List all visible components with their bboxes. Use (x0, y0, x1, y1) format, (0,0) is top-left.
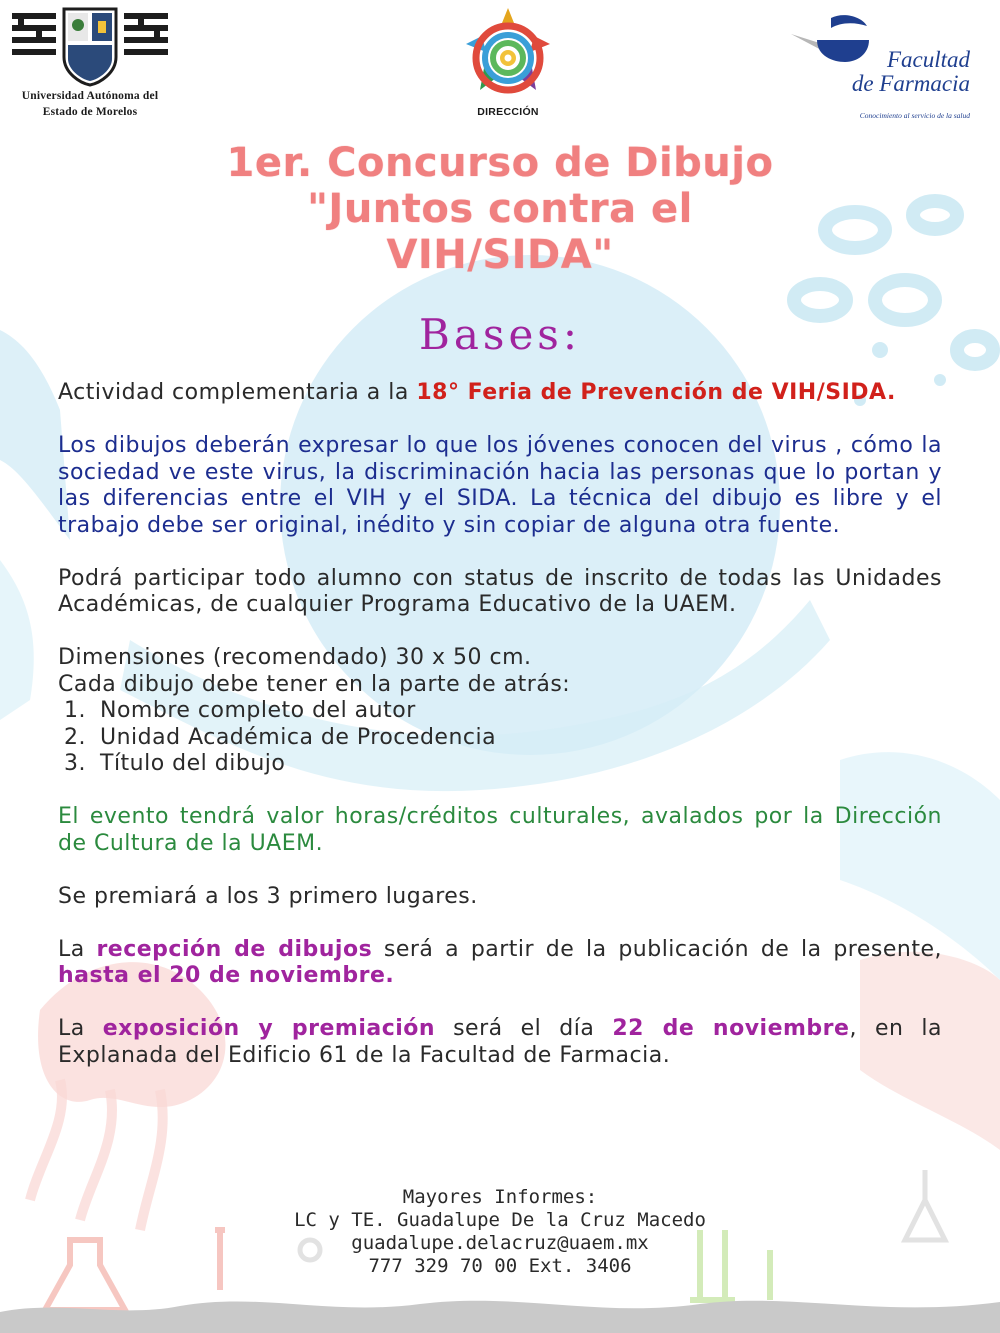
reception-deadline: hasta el 20 de noviembre. (58, 963, 395, 988)
reception-text-a: La (58, 936, 97, 962)
dimensions-line: Dimensiones (recomendado) 30 x 50 cm. (58, 645, 532, 670)
list-item (58, 725, 942, 752)
paragraph-prizes: Se premiará a los 3 primero lugares. (58, 883, 478, 909)
exhibition-text-a: La (58, 1016, 103, 1041)
contact-info (200, 1186, 800, 1278)
facultad-farmacia-logo (785, 10, 980, 125)
exhibition-date: 22 de noviembre (612, 1016, 850, 1041)
exhibition-text-c: , en la Explanada del Edificio 61 de la Facultad de Farmacia. (58, 1016, 943, 1068)
uaem-name-line1: Universidad Autónoma del (21, 90, 159, 102)
list-number: 3. (64, 751, 86, 776)
title-line1: 1er. Concurso de Dibujo (226, 140, 774, 186)
rules-body (58, 380, 942, 1096)
contest-title (150, 140, 850, 278)
title-line2: "Juntos contra el (307, 186, 693, 232)
paragraph-credits: El evento tendrá valor horas/créditos culturales, avalados por la Dirección de Cultura de la UAEM. (58, 804, 942, 856)
uaem-name-line2: Estado de Morelos (42, 106, 138, 118)
title-line3: VIH/SIDA" (386, 232, 614, 278)
facultad-title (852, 48, 970, 96)
intro-text: Actividad complementaria a la (58, 380, 417, 405)
intro-highlight: 18° Feria de Prevención de VIH/SIDA. (416, 380, 896, 405)
bases-heading: Bases: (418, 310, 582, 359)
reception-text-b: será a partir de la publicación de la presente, (372, 936, 942, 962)
requirements-list (58, 698, 942, 778)
paragraph-reception (58, 937, 942, 990)
list-text: Nombre completo del autor (100, 698, 416, 723)
paragraph-description: Los dibujos deberán expresar lo que los jóvenes conocen del virus , cómo la sociedad ve este virus, la discriminación hacia las personas que lo portan y las diferencias entre el VIH y el SIDA. La técnica del dibujo es libre y el trabajo debe ser original, inédito y sin copiar de alguna otra fuente. (58, 433, 942, 538)
paragraph-intro (58, 380, 942, 407)
exhibition-highlight: exposición y premiación (102, 1016, 436, 1041)
list-number: 2. (64, 724, 86, 750)
list-item (58, 698, 942, 725)
contact-email[interactable]: guadalupe.delacruz@uaem.mx (351, 1232, 649, 1254)
list-text: Título del dibujo (100, 751, 286, 776)
paragraph-eligibility: Podrá participar todo alumno con status de inscrito de todas las Unidades Académicas, de cualquier Programa Educativo de la UAEM. (58, 565, 942, 617)
facultad-line2: de Farmacia (851, 71, 970, 96)
facultad-tagline: Conocimiento al servicio de la salud (859, 111, 970, 120)
back-info-line: Cada dibujo debe tener en la parte de atrás: (58, 671, 571, 697)
direccion-logo (452, 6, 564, 120)
uaem-logo (5, 5, 175, 125)
contact-phone: 777 329 70 00 Ext. 3406 (368, 1255, 632, 1277)
direccion-label: DIRECCIÓN (477, 106, 539, 118)
list-number: 1. (64, 698, 86, 723)
list-item (58, 751, 942, 778)
list-text: Unidad Académica de Procedencia (100, 724, 497, 750)
contact-heading: Mayores Informes: (402, 1186, 598, 1208)
paragraph-exhibition (58, 1016, 942, 1069)
exhibition-text-b: será el día (435, 1016, 613, 1041)
paragraph-dimensions (58, 645, 942, 698)
uaem-crest-icon (8, 5, 172, 87)
reception-highlight: recepción de dibujos (96, 936, 373, 962)
contact-name: LC y TE. Guadalupe De la Cruz Macedo (294, 1209, 706, 1231)
sun-logo-icon (456, 6, 560, 106)
facultad-line1: Facultad (886, 47, 970, 72)
